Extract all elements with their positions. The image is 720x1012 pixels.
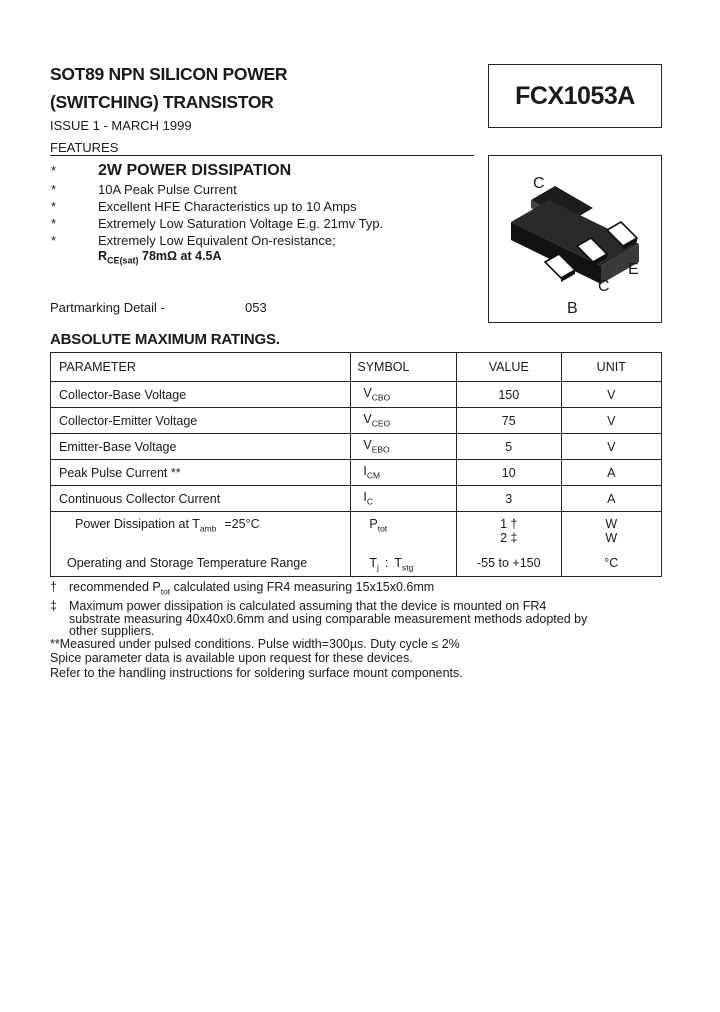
row-unit: V [561,382,661,408]
row-value: 150 [457,382,562,408]
table-header-row [51,353,662,382]
row-parameter: Collector-Emitter Voltage [51,408,351,434]
row-value [457,512,562,577]
row-parameter: Emitter-Base Voltage [51,434,351,460]
footnotes [50,580,650,680]
feature-item: Extremely Low Saturation Voltage E.g. 21mv Typ. [98,216,384,231]
feature-item: Excellent HFE Characteristics up to 10 Amps [98,199,357,214]
note-spice: Spice parameter data is available upon request for these devices. [50,651,413,665]
temperature-range-parameter: Operating and Storage Temperature Range [67,556,308,570]
ratings-table [50,352,662,577]
feature-bullet: * [51,163,57,178]
row-unit: A [561,460,661,486]
sot89-package-drawing [489,156,661,322]
ratings-heading: ABSOLUTE MAXIMUM RATINGS. [50,331,280,348]
temperature-value: -55 to +150 [476,556,541,570]
row-symbol: $V_{CEO}$ [351,408,457,434]
pin-label-base: B [567,300,578,317]
note-line: substrate measuring 40x40x0.6mm and using comparable measurement methods adopted by [69,611,588,626]
row-symbol: $V_{CBO}$ [351,382,457,408]
row-parameter [51,512,351,577]
partmarking-label: Partmarking Detail - [50,300,165,315]
row-parameter: Collector-Base Voltage [51,382,351,408]
row-symbol: $I_C$ [351,486,457,512]
title-line-1: SOT89 NPN SILICON POWER [50,64,288,84]
header-parameter: PARAMETER [51,353,351,382]
note-double-dagger [50,599,650,637]
power-symbol: $P_{tot}$ [369,517,388,534]
rce-value: 78mΩ at 4.5A [142,249,222,263]
feature-item: 10A Peak Pulse Current [98,182,237,197]
power-value-1: 1 † [500,517,518,531]
features-divider [50,155,474,156]
feature-bullet: * [51,216,57,231]
note-line: Maximum power dissipation is calculated assuming that the device is mounted on FR4 [69,599,547,613]
temperature-symbol: $T_j$ : $T_{stg}$ [369,556,414,573]
row-value: 10 [457,460,562,486]
feature-item: Extremely Low Equivalent On-resistance; [98,233,336,248]
header-value: VALUE [457,353,562,382]
table-row-power-and-temperature [51,512,662,577]
feature-bullet: * [51,233,57,248]
feature-bullet: * [51,182,57,197]
package-illustration [488,155,662,323]
title-line-2: (SWITCHING) TRANSISTOR [50,92,274,112]
pin-label-emitter: E [628,261,639,278]
temperature-unit: °C [604,556,619,570]
pin-label-tab: C [533,175,545,192]
header-unit: UNIT [561,353,661,382]
row-value: 5 [457,434,562,460]
row-unit: V [561,408,661,434]
rce-sat-spec [98,249,222,266]
row-symbol [351,512,457,577]
note-line: other suppliers. [69,623,155,638]
row-symbol: $V_{EBO}$ [351,434,457,460]
double-dagger-symbol: ‡ [50,599,57,613]
feature-headline: 2W POWER DISSIPATION [98,162,292,179]
feature-bullet: * [51,199,57,214]
row-symbol: $I_{CM}$ [351,460,457,486]
features-label: FEATURES [50,140,119,155]
header-symbol: SYMBOL [351,353,457,382]
power-dissipation-parameter: Power Dissipation at $T_{amb} =25^\circ C$ [75,517,260,534]
row-parameter: Continuous Collector Current [51,486,351,512]
power-unit-2: W [605,531,618,545]
row-parameter: Peak Pulse Current ** [51,460,351,486]
row-unit: V [561,434,661,460]
part-number-box [488,64,662,128]
row-value: 3 [457,486,562,512]
note-handling: Refer to the handling instructions for soldering surface mount components. [50,665,463,680]
dagger-symbol: † [50,580,57,594]
note-dagger: † recommended $P_{tot}$ calculated using FR4 measuring 15x15x0.6mm [50,580,435,597]
table-row [51,434,662,460]
rce-symbol: R [98,249,108,263]
row-value: 75 [457,408,562,434]
partmarking-value: 053 [245,300,267,315]
power-unit-1: W [605,517,618,531]
part-number: FCX1053A [515,81,635,110]
table-row [51,486,662,512]
row-unit: A [561,486,661,512]
note-pulsed: **Measured under pulsed conditions. Pulse width=300µs. Duty cycle ≤ 2% [50,636,460,651]
table-row [51,460,662,486]
row-unit [561,512,661,577]
table-row [51,382,662,408]
table-row [51,408,662,434]
rce-subscript: CE(sat) [107,255,139,266]
power-value-2: 2 ‡ [500,531,518,545]
pin-label-collector: C [598,278,610,295]
issue-date: ISSUE 1 - MARCH 1999 [50,118,192,133]
